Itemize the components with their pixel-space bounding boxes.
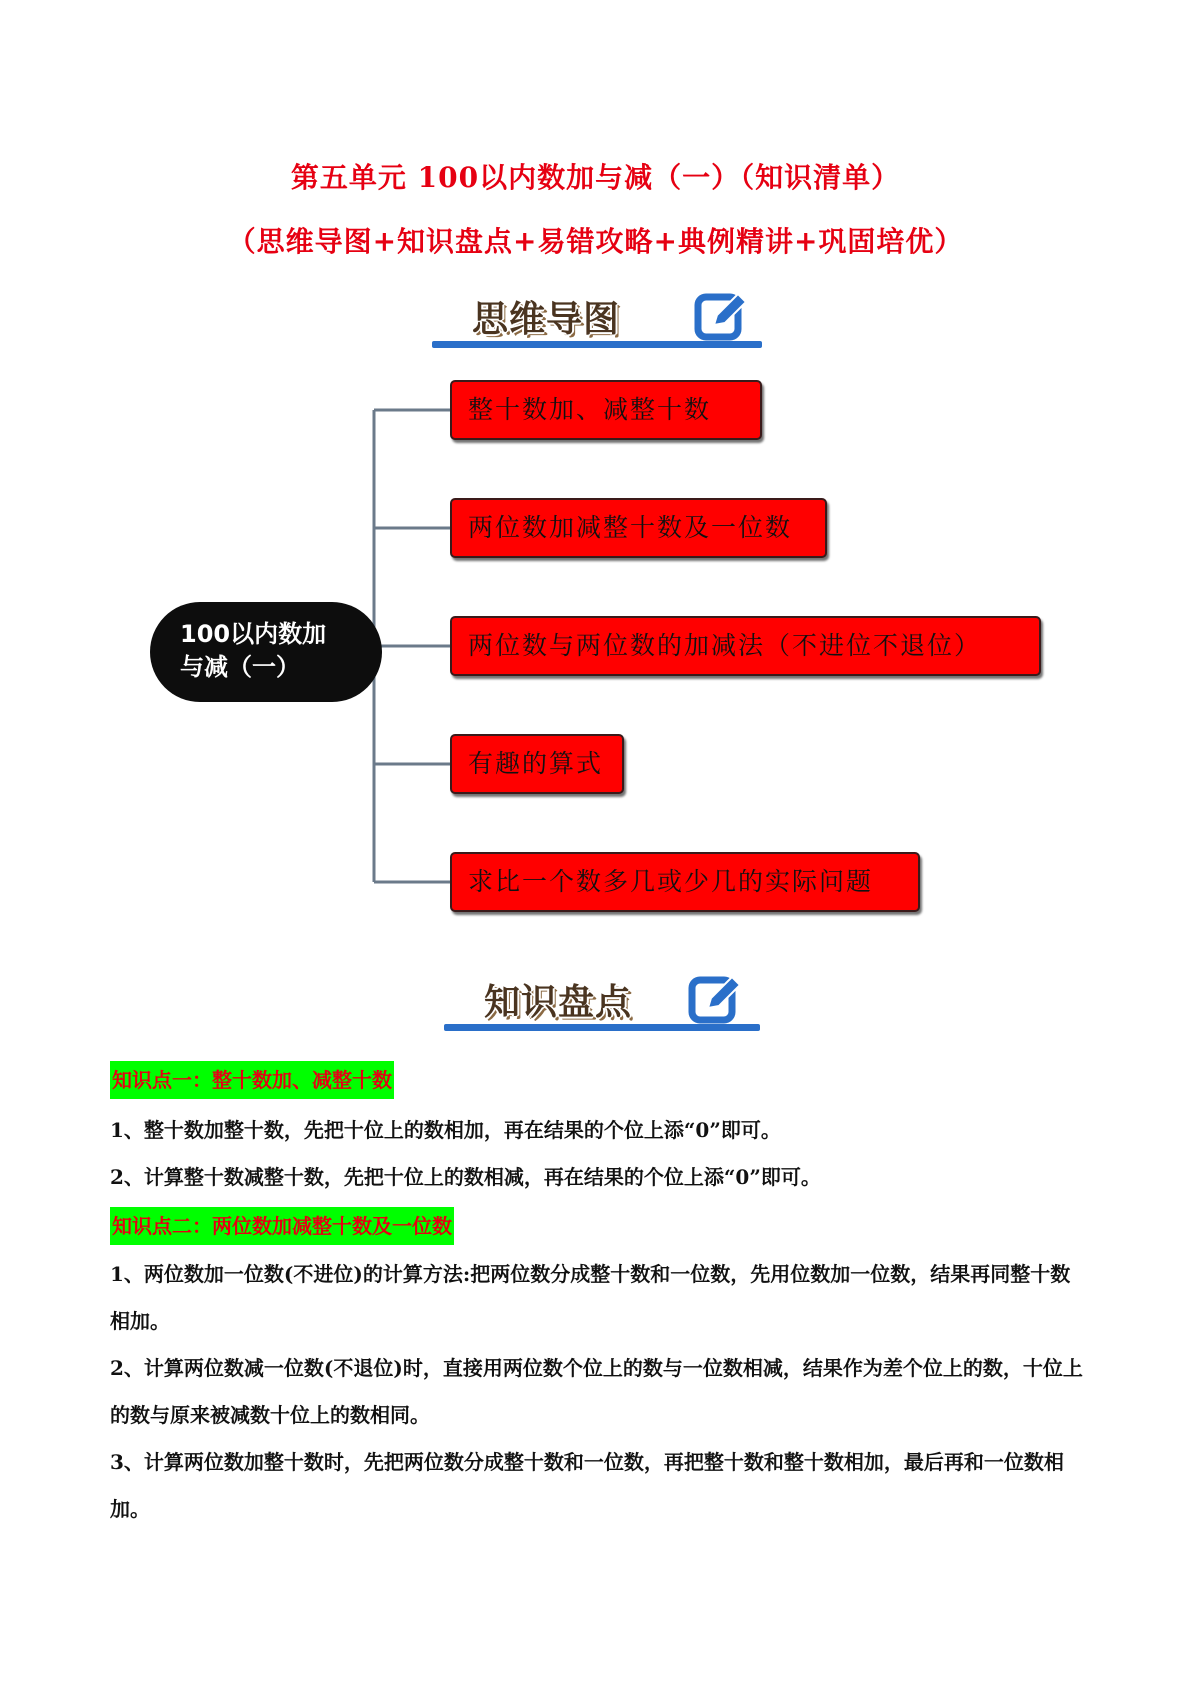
knowledge-section-banner — [444, 968, 760, 1038]
root-line-2: 与减（一） — [180, 653, 300, 681]
knowledge-point-heading: 知识点一：整十数加、减整十数 — [110, 1061, 394, 1099]
mind-map-branch: 求比一个数多几或少几的实际问题 — [450, 852, 920, 912]
page-subtitle: （思维导图+知识盘点+易错攻略+典例精讲+巩固培优） — [227, 225, 964, 258]
knowledge-point-heading: 知识点二：两位数加减整十数及一位数 — [110, 1207, 454, 1245]
edit-icon — [692, 285, 752, 345]
knowledge-item: 3、计算两位数加整十数时，先把两位数分成整十数和一位数，再把整十数和整十数相加，最后再和一位数相加。 — [110, 1450, 1064, 1521]
mindmap-section-banner — [432, 285, 762, 355]
knowledge-item: 2、计算整十数减整十数，先把十位上的数相减，再在结果的个位上添“0”即可。 — [110, 1165, 821, 1189]
mind-map-root — [150, 602, 382, 702]
root-line-1: 100以内数加 — [180, 620, 327, 648]
mind-map-branch: 有趣的算式 — [450, 734, 624, 794]
mind-map — [150, 380, 1050, 940]
knowledge-item: 1、整十数加整十数，先把十位上的数相加，再在结果的个位上添“0”即可。 — [110, 1118, 781, 1142]
mind-map-branch: 整十数加、减整十数 — [450, 380, 762, 440]
knowledge-item: 2、计算两位数减一位数(不退位)时，直接用两位数个位上的数与一位数相减，结果作为差个位上的数，十位上的数与原来被减数十位上的数相同。 — [110, 1356, 1083, 1427]
mindmap-section-label: 思维导图 — [472, 299, 621, 340]
mind-map-branch: 两位数与两位数的加减法（不进位不退位） — [450, 616, 1041, 676]
knowledge-section-label: 知识盘点 — [484, 982, 633, 1023]
mind-map-branch: 两位数加减整十数及一位数 — [450, 498, 827, 558]
page-title: 第五单元 100以内数加与减（一）（知识清单） — [290, 161, 901, 194]
edit-icon — [686, 968, 746, 1028]
knowledge-item: 1、两位数加一位数(不进位)的计算方法:把两位数分成整十数和一位数，先用位数加一位数，结果再同整十数相加。 — [110, 1262, 1071, 1333]
